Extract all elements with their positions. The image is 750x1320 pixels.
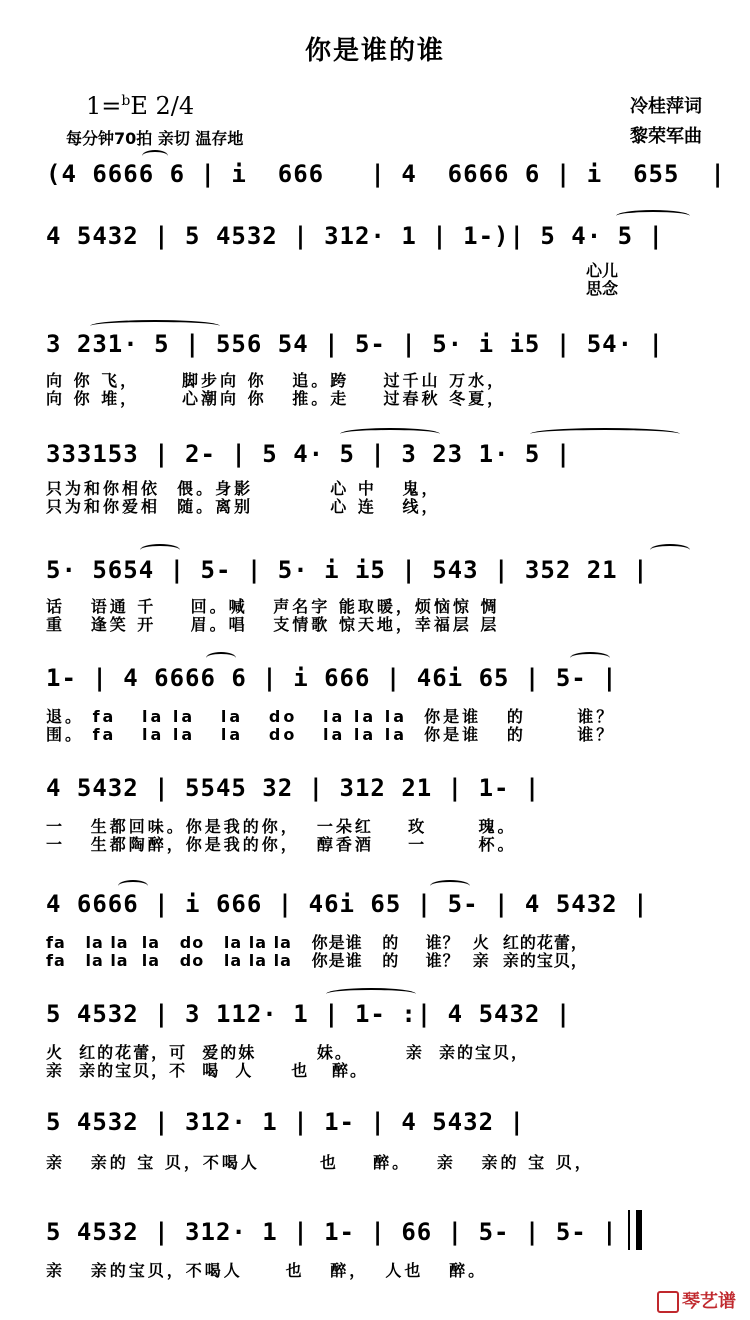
slur-mark [90, 320, 220, 332]
final-barline-thin [628, 1210, 630, 1250]
lyric-line: 一 生都回味。你是我的你， 一朵红 玫 瑰。 [46, 817, 517, 836]
lyric-line: 一 生都陶醉，你是我的你， 醇香酒 一 杯。 [46, 835, 517, 854]
score-row-5 [46, 556, 716, 596]
lyric-line: 围。 fa la la la do la la la 你是谁 的 谁？ [46, 725, 616, 744]
notation-line: 3 231· 5 | 556 54 | 5- | 5· i i5 | 54· | [46, 330, 664, 358]
slur-mark [530, 428, 680, 440]
notation-line: 333153 | 2- | 5 4· 5 | 3 23 1· 5 | [46, 440, 572, 468]
lyric-line: 亲 亲的宝贝，不喝人 也 醉， 人也 醉。 [46, 1261, 488, 1280]
lyric-line: 重 逢笑 开 眉。唱 支情歌 惊天地，幸福层 层 [46, 615, 500, 634]
slur-mark [142, 150, 168, 162]
lyric-line: fa la la la do la la la 你是谁 的 谁？ 火 红的花蕾， [46, 933, 588, 952]
lyric-line: 思念 [586, 279, 619, 298]
lyric-line: 退。 fa la la la do la la la 你是谁 的 谁？ [46, 707, 616, 726]
lyric-line: 向 你 堆， 心潮向 你 推。走 过春秋 冬夏， [46, 389, 507, 408]
score-row-9 [46, 1000, 716, 1040]
lyric-line: 只为和你相依 偎。身影 心 中 鬼， [46, 479, 441, 498]
lyric-line: fa la la la do la la la 你是谁 的 谁？ 亲 亲的宝贝， [46, 951, 588, 970]
score-row-3 [46, 330, 716, 370]
notation-line: 4 6666 | i 666 | 46i 65 | 5- | 4 5432 | [46, 890, 649, 918]
key-signature: 1=$^b$E 2/4 [86, 92, 195, 120]
score-row-11 [46, 1218, 716, 1258]
score-row-10 [46, 1108, 716, 1148]
tempo-marking: 每分钟70拍 亲切 温存地 [66, 129, 244, 148]
logo-icon [657, 1291, 679, 1313]
lyric-line: 只为和你爱相 随。离别 心 连 线， [46, 497, 441, 516]
site-logo: 琴艺谱 [657, 1287, 736, 1313]
score-row-4 [46, 440, 716, 480]
lyric-line: 火 红的花蕾，可 爱的妹 妹。 亲 亲的宝贝， [46, 1043, 529, 1062]
lyric-line: 心儿 [586, 261, 619, 280]
notation-line: 5 4532 | 312· 1 | 1- | 66 | 5- | 5- | [46, 1218, 618, 1246]
notation-line: 4 5432 | 5 4532 | 312· 1 | 1-)| 5 4· 5 | [46, 222, 664, 250]
score-row-2 [46, 222, 716, 262]
slur-mark [140, 544, 180, 556]
lyric-line: 话 语通 千 回。喊 声名字 能取暖，烦恼惊 惆 [46, 597, 500, 616]
lyric-line: 向 你 飞， 脚步向 你 追。跨 过千山 万水， [46, 371, 507, 390]
slur-mark [326, 988, 416, 1000]
slur-mark [570, 652, 610, 664]
slur-mark [616, 210, 690, 222]
notation-line: 4 5432 | 5545 32 | 312 21 | 1- | [46, 774, 541, 802]
score-row-6 [46, 664, 716, 704]
lyric-line: 亲 亲的 宝 贝，不喝人 也 醉。 亲 亲的 宝 贝， [46, 1153, 594, 1172]
composer-credit: 黎荣军曲 [630, 126, 702, 147]
score-row-1 [46, 160, 726, 200]
lyric-line: 亲 亲的宝贝，不 喝 人 也 醉。 [46, 1061, 368, 1080]
slur-mark [650, 544, 690, 556]
score-row-7 [46, 774, 716, 814]
slur-mark [340, 428, 440, 440]
final-barline-thick [636, 1210, 642, 1250]
slur-mark [118, 880, 148, 892]
slur-mark [430, 880, 470, 892]
notation-line: (4 6666 6 | i 666 | 4 6666 6 | i 655 | [46, 160, 726, 188]
notation-line: 5· 5654 | 5- | 5· i i5 | 543 | 352 21 | [46, 556, 649, 584]
notation-line: 1- | 4 6666 6 | i 666 | 46i 65 | 5- | [46, 664, 618, 692]
notation-line: 5 4532 | 312· 1 | 1- | 4 5432 | [46, 1108, 525, 1136]
slur-mark [206, 652, 236, 664]
notation-line: 5 4532 | 3 112· 1 | 1- :| 4 5432 | [46, 1000, 572, 1028]
song-title: 你是谁的谁 [304, 36, 445, 66]
lyricist-credit: 冷桂萍词 [630, 96, 702, 117]
score-row-8 [46, 890, 716, 930]
